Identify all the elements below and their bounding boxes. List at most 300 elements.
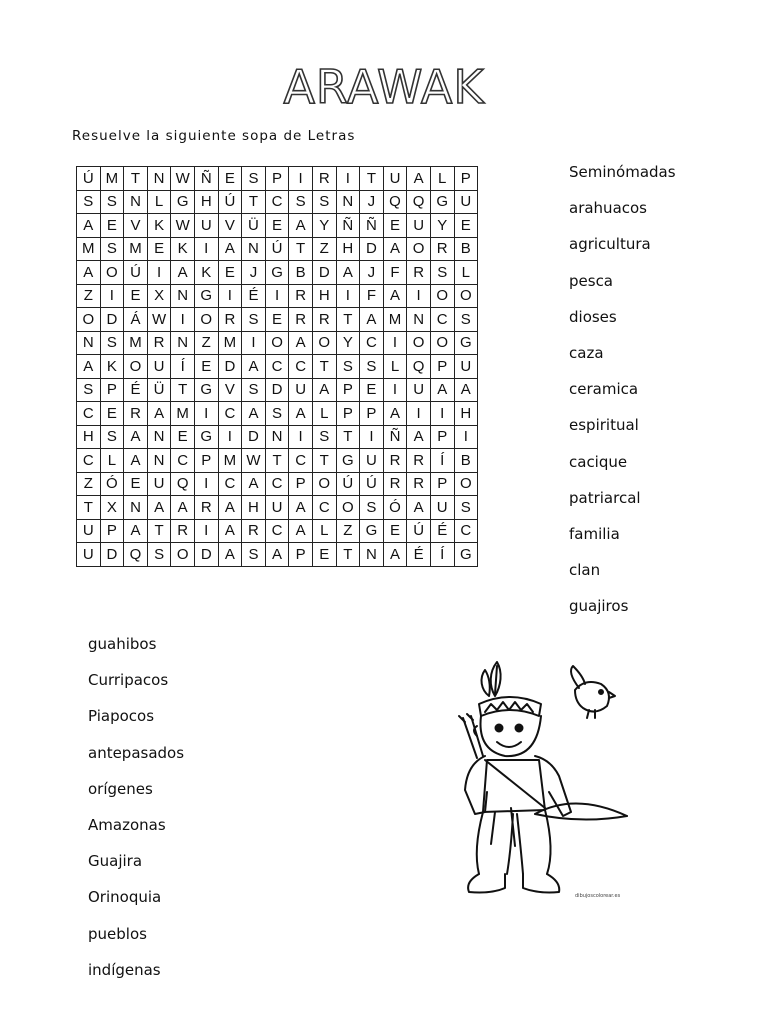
grid-cell: Ü	[242, 214, 266, 238]
word-list-item: antepasados	[88, 743, 185, 762]
grid-cell: A	[360, 308, 384, 332]
grid-cell: I	[289, 167, 313, 191]
grid-cell: L	[312, 402, 336, 426]
grid-row	[77, 543, 478, 567]
grid-cell: I	[407, 284, 431, 308]
grid-cell: P	[360, 402, 384, 426]
word-list-item: pueblos	[88, 924, 147, 943]
grid-cell: S	[360, 355, 384, 379]
grid-cell: É	[242, 284, 266, 308]
grid-cell: C	[312, 496, 336, 520]
word-list-item: familia	[569, 524, 620, 543]
grid-cell: A	[289, 496, 313, 520]
grid-cell: Ú	[265, 237, 289, 261]
grid-cell: X	[147, 284, 171, 308]
grid-cell: B	[289, 261, 313, 285]
grid-cell: D	[194, 543, 218, 567]
grid-cell: O	[454, 284, 478, 308]
grid-cell: C	[360, 331, 384, 355]
grid-cell: C	[265, 519, 289, 543]
grid-cell: Ó	[383, 496, 407, 520]
grid-cell: L	[147, 190, 171, 214]
grid-cell: I	[194, 402, 218, 426]
grid-cell: J	[242, 261, 266, 285]
grid-cell: O	[430, 331, 454, 355]
grid-cell: P	[430, 355, 454, 379]
grid-cell: Í	[171, 355, 195, 379]
grid-cell: A	[407, 167, 431, 191]
grid-cell: E	[100, 214, 124, 238]
grid-cell: I	[171, 308, 195, 332]
grid-cell: S	[100, 237, 124, 261]
grid-cell: S	[242, 308, 266, 332]
word-list-item: Amazonas	[88, 815, 166, 834]
grid-cell: N	[171, 331, 195, 355]
grid-cell: Ü	[147, 378, 171, 402]
grid-cell: R	[407, 261, 431, 285]
grid-cell: U	[383, 167, 407, 191]
word-list-item: espiritual	[569, 416, 639, 435]
grid-cell: A	[265, 543, 289, 567]
grid-cell: T	[312, 355, 336, 379]
grid-cell: Ú	[336, 472, 360, 496]
grid-cell: N	[147, 167, 171, 191]
grid-row	[77, 261, 478, 285]
grid-cell: H	[312, 284, 336, 308]
grid-cell: Ú	[218, 190, 242, 214]
grid-cell: N	[171, 284, 195, 308]
grid-cell: F	[360, 284, 384, 308]
grid-row	[77, 284, 478, 308]
grid-row	[77, 167, 478, 191]
grid-cell: A	[383, 402, 407, 426]
grid-cell: Ñ	[194, 167, 218, 191]
grid-cell: Ú	[407, 519, 431, 543]
grid-cell: N	[77, 331, 101, 355]
grid-cell: C	[77, 449, 101, 473]
word-list-item: guahibos	[88, 635, 157, 653]
grid-cell: O	[336, 496, 360, 520]
grid-cell: C	[218, 472, 242, 496]
grid-cell: O	[100, 261, 124, 285]
grid-cell: S	[265, 402, 289, 426]
grid-cell: L	[383, 355, 407, 379]
grid-cell: C	[77, 402, 101, 426]
grid-cell: E	[360, 378, 384, 402]
grid-row	[77, 355, 478, 379]
grid-cell: O	[124, 355, 148, 379]
grid-cell: A	[289, 402, 313, 426]
grid-cell: S	[312, 425, 336, 449]
grid-cell: R	[289, 308, 313, 332]
grid-row	[77, 331, 478, 355]
grid-cell: U	[407, 214, 431, 238]
grid-cell: J	[360, 190, 384, 214]
word-list-item: orígenes	[88, 779, 153, 798]
grid-cell: U	[147, 472, 171, 496]
grid-cell: R	[407, 472, 431, 496]
grid-cell: A	[124, 519, 148, 543]
grid-cell: A	[407, 425, 431, 449]
grid-cell: G	[171, 190, 195, 214]
grid-cell: A	[77, 355, 101, 379]
grid-cell: C	[454, 519, 478, 543]
grid-cell: G	[454, 543, 478, 567]
grid-cell: U	[289, 378, 313, 402]
grid-cell: D	[312, 261, 336, 285]
grid-cell: I	[454, 425, 478, 449]
grid-cell: S	[100, 331, 124, 355]
grid-cell: Ó	[100, 472, 124, 496]
grid-row	[77, 496, 478, 520]
word-list-item: ceramica	[569, 380, 639, 399]
grid-cell: S	[454, 496, 478, 520]
grid-cell: É	[430, 519, 454, 543]
word-list-item: Guajira	[88, 852, 143, 871]
grid-cell: A	[218, 496, 242, 520]
grid-cell: A	[218, 237, 242, 261]
grid-cell: K	[194, 261, 218, 285]
grid-cell: T	[77, 496, 101, 520]
grid-cell: U	[430, 496, 454, 520]
word-list-bottom	[88, 632, 184, 994]
grid-cell: R	[171, 519, 195, 543]
grid-cell: E	[147, 237, 171, 261]
grid-cell: K	[171, 237, 195, 261]
grid-cell: P	[336, 402, 360, 426]
grid-cell: C	[430, 308, 454, 332]
grid-cell: A	[407, 496, 431, 520]
grid-cell: N	[147, 425, 171, 449]
grid-cell: E	[265, 308, 289, 332]
grid-cell: L	[454, 261, 478, 285]
grid-cell: I	[336, 284, 360, 308]
grid-cell: N	[124, 496, 148, 520]
grid-cell: L	[100, 449, 124, 473]
grid-cell: O	[194, 308, 218, 332]
grid-cell: E	[383, 214, 407, 238]
grid-cell: E	[124, 472, 148, 496]
grid-cell: J	[360, 261, 384, 285]
grid-cell: S	[289, 190, 313, 214]
grid-cell: É	[407, 543, 431, 567]
grid-cell: I	[407, 402, 431, 426]
grid-row	[77, 190, 478, 214]
grid-cell: I	[194, 519, 218, 543]
grid-row	[77, 425, 478, 449]
grid-cell: L	[312, 519, 336, 543]
grid-cell: P	[336, 378, 360, 402]
grid-cell: O	[171, 543, 195, 567]
grid-cell: S	[360, 496, 384, 520]
grid-cell: R	[147, 331, 171, 355]
grid-cell: W	[147, 308, 171, 332]
grid-cell: G	[265, 261, 289, 285]
grid-cell: G	[194, 378, 218, 402]
grid-cell: G	[336, 449, 360, 473]
grid-cell: I	[383, 331, 407, 355]
grid-cell: P	[289, 543, 313, 567]
grid-cell: Z	[77, 284, 101, 308]
grid-cell: U	[407, 378, 431, 402]
grid-cell: M	[383, 308, 407, 332]
grid-cell: I	[218, 425, 242, 449]
word-list-item: arahuacos	[569, 199, 647, 218]
grid-cell: E	[171, 425, 195, 449]
grid-cell: C	[265, 190, 289, 214]
grid-cell: O	[312, 331, 336, 355]
grid-cell: A	[77, 261, 101, 285]
grid-cell: A	[312, 378, 336, 402]
grid-cell: A	[77, 214, 101, 238]
grid-cell: G	[194, 425, 218, 449]
image-credit: dibujoscolorear.es	[575, 893, 621, 899]
word-list-item: agricultura	[569, 235, 651, 254]
grid-cell: R	[124, 402, 148, 426]
grid-cell: N	[124, 190, 148, 214]
grid-cell: A	[218, 543, 242, 567]
grid-cell: Í	[430, 449, 454, 473]
grid-cell: C	[171, 449, 195, 473]
grid-cell: A	[242, 472, 266, 496]
grid-row	[77, 449, 478, 473]
grid-cell: Z	[194, 331, 218, 355]
grid-cell: Z	[336, 519, 360, 543]
grid-cell: I	[194, 237, 218, 261]
grid-cell: H	[77, 425, 101, 449]
grid-cell: W	[171, 214, 195, 238]
grid-cell: T	[147, 519, 171, 543]
grid-cell: T	[336, 308, 360, 332]
grid-cell: N	[147, 449, 171, 473]
grid-cell: I	[100, 284, 124, 308]
grid-cell: É	[124, 378, 148, 402]
grid-cell: E	[454, 214, 478, 238]
grid-cell: C	[265, 472, 289, 496]
grid-cell: R	[312, 167, 336, 191]
grid-cell: I	[336, 167, 360, 191]
grid-cell: U	[265, 496, 289, 520]
grid-cell: S	[336, 355, 360, 379]
grid-cell: S	[312, 190, 336, 214]
grid-cell: Ú	[77, 167, 101, 191]
grid-cell: A	[242, 402, 266, 426]
grid-cell: N	[242, 237, 266, 261]
grid-cell: R	[194, 496, 218, 520]
word-list-item: Seminómadas	[569, 163, 676, 181]
grid-cell: G	[194, 284, 218, 308]
grid-cell: A	[124, 425, 148, 449]
word-list-item: caza	[569, 343, 604, 362]
grid-cell: D	[100, 308, 124, 332]
grid-cell: B	[454, 237, 478, 261]
grid-cell: A	[383, 237, 407, 261]
grid-cell: Í	[430, 543, 454, 567]
grid-cell: P	[430, 472, 454, 496]
grid-cell: R	[383, 449, 407, 473]
grid-cell: A	[289, 519, 313, 543]
grid-row	[77, 472, 478, 496]
grid-cell: C	[289, 449, 313, 473]
word-list-item: Orinoquia	[88, 888, 162, 907]
grid-cell: A	[383, 284, 407, 308]
instruction-text: Resuelve la siguiente sopa de Letras	[72, 128, 356, 144]
grid-cell: A	[336, 261, 360, 285]
grid-cell: C	[265, 355, 289, 379]
grid-cell: S	[430, 261, 454, 285]
grid-cell: C	[218, 402, 242, 426]
grid-cell: D	[218, 355, 242, 379]
grid-cell: G	[430, 190, 454, 214]
grid-cell: U	[360, 449, 384, 473]
grid-cell: N	[336, 190, 360, 214]
word-list-item: pesca	[569, 271, 614, 290]
grid-cell: M	[77, 237, 101, 261]
grid-cell: M	[218, 331, 242, 355]
grid-cell: H	[336, 237, 360, 261]
grid-cell: U	[147, 355, 171, 379]
grid-cell: S	[242, 167, 266, 191]
grid-cell: P	[100, 378, 124, 402]
grid-row	[77, 214, 478, 238]
grid-cell: I	[289, 425, 313, 449]
grid-cell: O	[77, 308, 101, 332]
grid-cell: Z	[312, 237, 336, 261]
grid-cell: F	[383, 261, 407, 285]
grid-cell: T	[265, 449, 289, 473]
grid-cell: D	[360, 237, 384, 261]
grid-cell: D	[242, 425, 266, 449]
grid-cell: O	[407, 237, 431, 261]
grid-cell: E	[218, 261, 242, 285]
grid-cell: N	[407, 308, 431, 332]
grid-cell: O	[407, 331, 431, 355]
grid-cell: W	[242, 449, 266, 473]
word-list-item: indígenas	[88, 960, 161, 979]
grid-cell: D	[265, 378, 289, 402]
grid-cell: T	[242, 190, 266, 214]
grid-cell: P	[430, 425, 454, 449]
grid-cell: Q	[171, 472, 195, 496]
grid-cell: T	[171, 378, 195, 402]
grid-cell: Ñ	[336, 214, 360, 238]
grid-cell: L	[430, 167, 454, 191]
grid-cell: A	[430, 378, 454, 402]
grid-cell: Y	[430, 214, 454, 238]
word-list-item: clan	[569, 561, 601, 580]
grid-cell: Á	[124, 308, 148, 332]
grid-cell: V	[124, 214, 148, 238]
grid-cell: O	[430, 284, 454, 308]
grid-cell: O	[265, 331, 289, 355]
word-list-item: dioses	[569, 307, 617, 326]
grid-row	[77, 308, 478, 332]
grid-cell: A	[124, 449, 148, 473]
word-list-item: Curripacos	[88, 671, 169, 690]
grid-cell: Y	[336, 331, 360, 355]
grid-cell: A	[147, 402, 171, 426]
grid-cell: Z	[77, 472, 101, 496]
grid-cell: E	[124, 284, 148, 308]
grid-cell: R	[242, 519, 266, 543]
grid-cell: A	[171, 261, 195, 285]
grid-cell: T	[336, 425, 360, 449]
grid-cell: R	[383, 472, 407, 496]
grid-cell: D	[100, 543, 124, 567]
grid-row	[77, 378, 478, 402]
page-title: ARAWAK	[283, 60, 485, 114]
grid-cell: U	[77, 543, 101, 567]
grid-cell: R	[407, 449, 431, 473]
grid-cell: S	[100, 190, 124, 214]
grid-cell: P	[454, 167, 478, 191]
grid-cell: W	[171, 167, 195, 191]
grid-cell: T	[124, 167, 148, 191]
grid-cell: S	[454, 308, 478, 332]
grid-cell: U	[454, 190, 478, 214]
grid-row	[77, 519, 478, 543]
grid-cell: V	[218, 214, 242, 238]
grid-cell: O	[454, 472, 478, 496]
grid-cell: R	[430, 237, 454, 261]
grid-cell: I	[194, 472, 218, 496]
grid-cell: A	[171, 496, 195, 520]
grid-cell: H	[242, 496, 266, 520]
grid-cell: Q	[124, 543, 148, 567]
grid-cell: S	[147, 543, 171, 567]
grid-cell: E	[265, 214, 289, 238]
grid-cell: M	[124, 331, 148, 355]
grid-cell: X	[100, 496, 124, 520]
grid-cell: A	[289, 331, 313, 355]
word-list-item: guajiros	[569, 597, 629, 616]
grid-cell: E	[312, 543, 336, 567]
word-list-right	[569, 160, 676, 630]
indigenous-child-illustration	[455, 660, 635, 900]
grid-cell: G	[454, 331, 478, 355]
grid-cell: S	[100, 425, 124, 449]
grid-cell: I	[360, 425, 384, 449]
grid-cell: E	[100, 402, 124, 426]
grid-cell: Ñ	[383, 425, 407, 449]
grid-cell: K	[100, 355, 124, 379]
word-list-item: cacique	[569, 452, 628, 471]
grid-cell: N	[265, 425, 289, 449]
grid-cell: I	[147, 261, 171, 285]
grid-cell: A	[242, 355, 266, 379]
grid-cell: Q	[407, 355, 431, 379]
grid-cell: R	[312, 308, 336, 332]
grid-cell: S	[242, 543, 266, 567]
grid-cell: P	[265, 167, 289, 191]
grid-cell: T	[336, 543, 360, 567]
grid-cell: M	[100, 167, 124, 191]
grid-cell: Q	[407, 190, 431, 214]
grid-cell: T	[312, 449, 336, 473]
grid-cell: M	[171, 402, 195, 426]
grid-cell: U	[194, 214, 218, 238]
grid-cell: I	[218, 284, 242, 308]
grid-cell: Ú	[360, 472, 384, 496]
grid-cell: R	[289, 284, 313, 308]
grid-cell: S	[242, 378, 266, 402]
grid-cell: R	[218, 308, 242, 332]
grid-cell: N	[360, 543, 384, 567]
grid-cell: Ú	[124, 261, 148, 285]
grid-cell: C	[289, 355, 313, 379]
grid-cell: A	[218, 519, 242, 543]
grid-cell: H	[194, 190, 218, 214]
